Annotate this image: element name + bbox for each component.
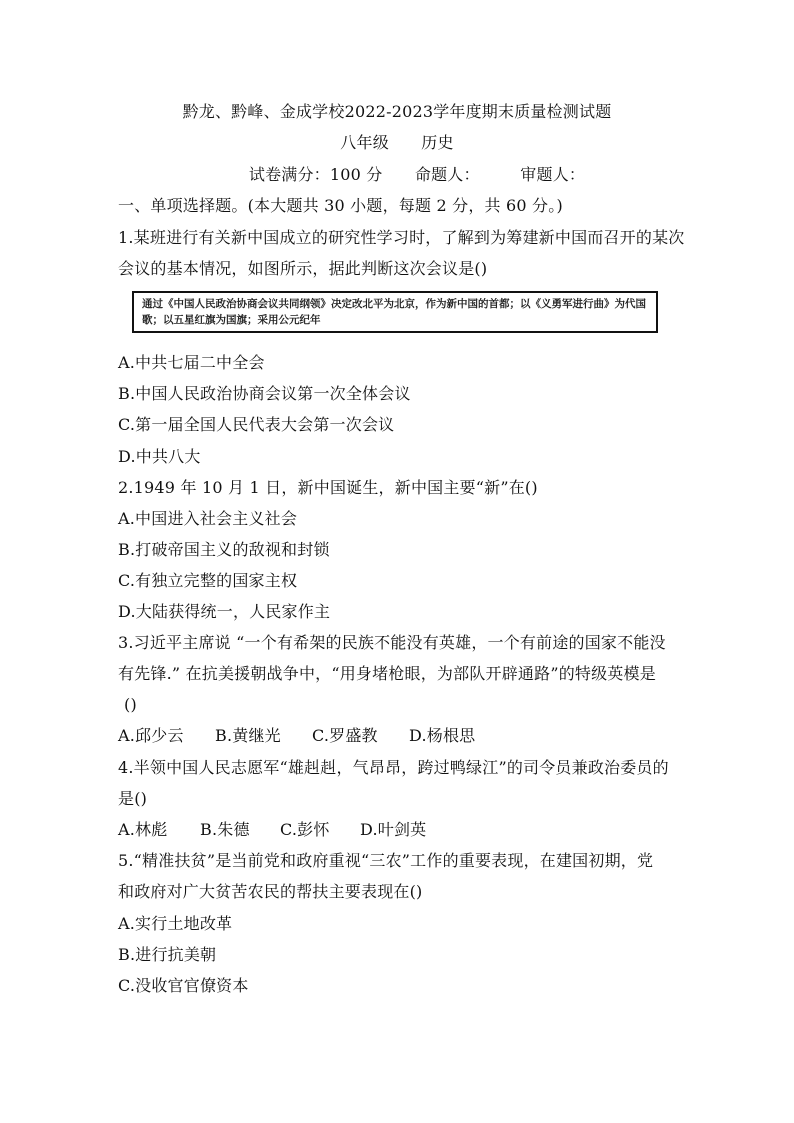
question-1-material-box: 通过《中国人民政治协商会议共同纲领》决定改北平为北京，作为新中国的首都；以《义勇军进行曲》为代国歌；以五星红旗为国旗；采用公元纪年: [132, 291, 658, 333]
question-5-option-b: B.进行抗美朝: [118, 945, 217, 964]
question-2-option-d: D.大陆获得统一，人民家作主: [118, 602, 331, 621]
question-2-option-c: C.有独立完整的国家主权: [118, 571, 298, 590]
question-1-option-d: D.中共八大: [118, 447, 201, 466]
question-4-option-b: B.朱德: [200, 820, 250, 839]
question-5-stem-line-1: 5.“精准扶贫”是当前党和政府重视“三农”工作的重要表现，在建国初期，党: [118, 851, 654, 870]
question-1-option-c: C.第一届全国人民代表大会第一次会议: [118, 415, 395, 434]
question-3-option-a: A.邱少云: [118, 726, 184, 745]
question-2-option-b: B.打破帝国主义的敌视和封锁: [118, 540, 330, 559]
question-3-option-b: B.黄继光: [215, 726, 281, 745]
question-5-option-a: A.实行土地改革: [118, 914, 233, 933]
question-3-stem-line-3: (): [124, 695, 137, 714]
question-4-option-c: C.彭怀: [280, 820, 330, 839]
question-5-option-c: C.没收官官僚资本: [118, 976, 249, 995]
question-2-option-a: A.中国进入社会主义社会: [118, 509, 298, 528]
question-3-stem-line-1: 3.习近平主席说 “一个有希架的民族不能没有英雄，一个有前途的国家不能没: [118, 633, 666, 652]
question-4-options-row: [118, 819, 426, 841]
question-3-stem-line-2: 有先锋.” 在抗美援朝战争中，“用身堵枪眼，为部队开辟通路”的特级英模是: [118, 664, 656, 683]
question-4-stem-line-1: 4.半领中国人民志愿军“雄赳赳，气昂昂，跨过鸭绿江”的司令员兼政治委员的: [118, 758, 669, 777]
question-1-stem-line-2: 会议的基本情况，如图所示，据此判断这次会议是(): [118, 259, 488, 278]
question-2-stem-line-1: 2.1949 年 10 月 1 日，新中国诞生，新中国主要“新”在(): [118, 478, 538, 497]
question-4-stem-line-2: 是(): [118, 789, 148, 808]
section-heading: 一、单项选择题。(本大题共 30 小题，每题 2 分，共 60 分。): [118, 196, 563, 215]
question-5-stem-line-2: 和政府对广大贫苦农民的帮扶主要表现在(): [118, 882, 423, 901]
question-3-option-d: D.杨根思: [409, 726, 476, 745]
question-1-option-b: B.中国人民政治协商会议第一次全体会议: [118, 384, 411, 403]
question-3-options-row: [118, 725, 475, 747]
question-4-option-a: A.林彪: [118, 820, 168, 839]
exam-meta: 试卷满分：100 分 命题人： 审题人：: [248, 165, 586, 184]
question-3-option-c: C.罗盛教: [312, 726, 378, 745]
grade-subject: 八年级 历史: [340, 133, 454, 152]
question-1-option-a: A.中共七届二中全会: [118, 353, 265, 372]
question-1-stem-line-1: 1.某班进行有关新中国成立的研究性学习时，了解到为筹建新中国而召开的某次: [118, 228, 685, 247]
question-4-option-d: D.叶剑英: [360, 820, 427, 839]
exam-title: 黔龙、黔峰、金成学校2022-2023学年度期末质量检测试题: [182, 102, 612, 121]
